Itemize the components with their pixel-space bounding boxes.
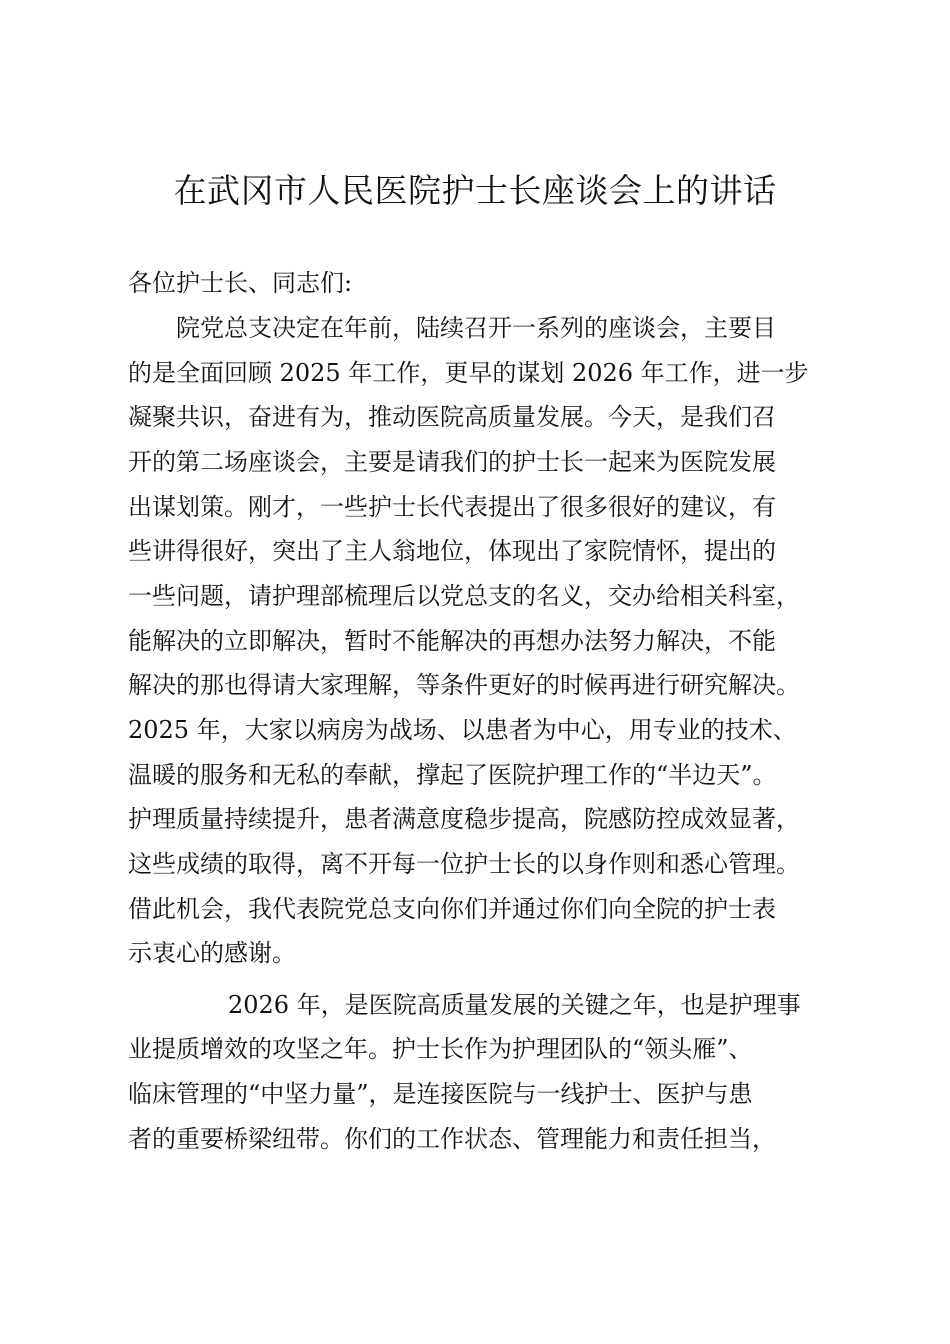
paragraph-line: 示衷心的感谢。: [128, 939, 296, 967]
salutation: 各位护士长、同志们:: [128, 269, 353, 297]
document-title: 在武冈市人民医院护士长座谈会上的讲话: [173, 171, 777, 210]
paragraph-line: 这些成绩的取得，离不开每一位护士长的以身作则和悉心管理。: [128, 850, 800, 878]
paragraph-line: 凝聚共识，奋进有为，推动医院高质量发展。今天，是我们召: [128, 403, 776, 431]
paragraph-line: 能解决的立即解决，暂时不能解决的再想办法努力解决，不能: [128, 627, 776, 655]
paragraph-line: 护理质量持续提升，患者满意度稳步提高，院感防控成效显著，: [128, 805, 800, 833]
paragraph-line: 院党总支决定在年前，陆续召开一系列的座谈会，主要目: [176, 314, 776, 342]
paragraph-line: 出谋划策。刚才，一些护士长代表提出了很多很好的建议，有: [128, 493, 776, 521]
paragraph-line: 2026 年，是医院高质量发展的关键之年，也是护理事: [228, 991, 801, 1019]
paragraph-line: 临床管理的“中坚力量”，是连接医院与一线护士、医护与患: [128, 1080, 753, 1108]
paragraph-line: 借此机会，我代表院党总支向你们并通过你们向全院的护士表: [128, 895, 776, 923]
paragraph-line: 一些问题，请护理部梳理后以党总支的名义，交办给相关科室，: [128, 582, 800, 610]
paragraph-line: 开的第二场座谈会，主要是请我们的护士长一起来为医院发展: [128, 448, 776, 476]
paragraph-line: 者的重要桥梁纽带。你们的工作状态、管理能力和责任担当，: [128, 1125, 776, 1153]
paragraph-line: 的是全面回顾 2025 年工作，更早的谋划 2026 年工作，进一步: [128, 359, 809, 387]
paragraph-line: 解决的那也得请大家理解，等条件更好的时候再进行研究解决。: [128, 671, 800, 699]
paragraph-line: 2025 年，大家以病房为战场、以患者为中心，用专业的技术、: [128, 716, 797, 744]
paragraph-line: 业提质增效的攻坚之年。护士长作为护理团队的“领头雁”、: [128, 1035, 753, 1063]
paragraph-line: 些讲得很好，突出了主人翁地位，体现出了家院情怀，提出的: [128, 537, 776, 565]
paragraph-line: 温暖的服务和无私的奉献，撑起了医院护理工作的“半边天”。: [128, 761, 777, 789]
